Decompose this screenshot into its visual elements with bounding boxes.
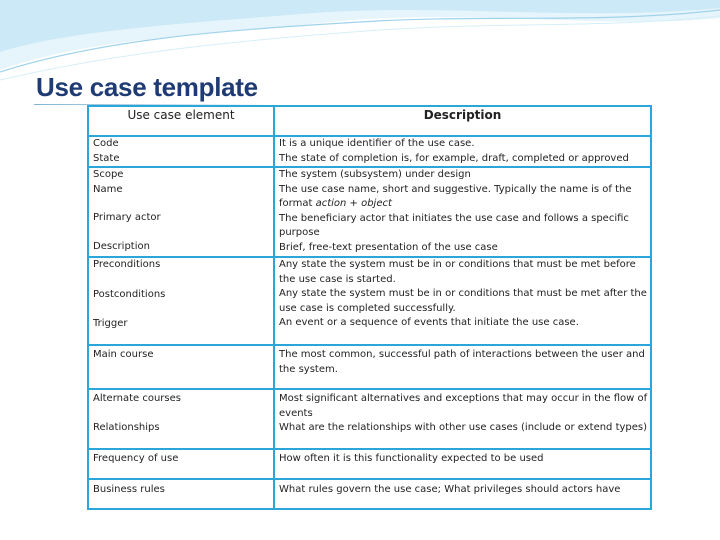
element-label: Preconditions: [93, 259, 161, 270]
element-label: Alternate courses: [93, 393, 181, 404]
description-cell: [274, 479, 651, 509]
description-text: purpose: [279, 227, 320, 238]
element-label: Code: [93, 138, 119, 149]
header-description: Description: [274, 106, 651, 136]
description-text: The state of completion is, for example, draft, completed or approved: [279, 152, 629, 164]
table-row: [88, 449, 651, 479]
description-cell: [274, 167, 651, 257]
description-text: The use case name, short and suggestive. Typically the name is of the: [279, 183, 632, 195]
header-use-case-element: Use case element: [88, 106, 274, 136]
format-pattern: action + object: [315, 198, 392, 209]
description-text: The system (subsystem) under design: [279, 169, 471, 180]
element-label: Primary actor: [93, 212, 161, 223]
description-text: Brief, free-text presentation of the use case: [279, 241, 498, 253]
description-text: How often it is this functionality expected to be used: [279, 453, 544, 464]
element-label: Relationships: [93, 421, 160, 433]
description-cell: [274, 449, 651, 479]
table-row: [88, 136, 651, 167]
use-case-table: [87, 105, 652, 510]
description-cell: [274, 345, 651, 389]
element-label: Main course: [93, 349, 154, 360]
table-row: [88, 167, 651, 257]
element-label: Postconditions: [93, 288, 166, 300]
format-word: format: [279, 198, 313, 209]
description-text: What rules govern the use case; What privileges should actors have: [279, 484, 621, 495]
element-label: State: [93, 152, 120, 164]
description-text: [279, 197, 646, 212]
description-text: the system.: [279, 363, 338, 375]
description-text: the use case is started.: [279, 273, 396, 285]
description-text: use case is completed successfully.: [279, 302, 456, 314]
description-cell: [274, 136, 651, 167]
table-row: [88, 345, 651, 389]
element-label: Frequency of use: [93, 453, 179, 464]
description-text: The beneficiary actor that initiates the use case and follows a specific: [279, 212, 629, 224]
table-row: [88, 479, 651, 509]
element-cell: [88, 345, 274, 389]
page-title: Use case template: [36, 72, 258, 102]
element-cell: [88, 449, 274, 479]
description-text: events: [279, 407, 313, 419]
table-row: [88, 389, 651, 449]
element-label: Scope: [93, 169, 124, 180]
element-label: Business rules: [93, 484, 165, 495]
table-row: [88, 257, 651, 345]
element-cell: [88, 257, 274, 345]
description-text: An event or a sequence of events that initiate the use case.: [279, 317, 579, 328]
description-cell: [274, 389, 651, 449]
element-cell: [88, 389, 274, 449]
description-text: It is a unique identifier of the use case.: [279, 138, 475, 149]
description-cell: [274, 257, 651, 345]
element-label: Description: [93, 240, 150, 252]
description-text: What are the relationships with other use cases (include or extend types): [279, 422, 648, 433]
description-text: Most significant alternatives and exceptions that may occur in the flow of: [279, 393, 648, 404]
element-label: Name: [93, 183, 123, 195]
element-cell: [88, 136, 274, 167]
description-text: Any state the system must be in or conditions that must be met after the: [279, 288, 647, 299]
element-cell: [88, 167, 274, 257]
element-cell: [88, 479, 274, 509]
description-text: Any state the system must be in or conditions that must be met before: [279, 259, 636, 270]
description-text: The most common, successful path of interactions between the user and: [279, 349, 645, 360]
table-header-row: [88, 106, 651, 136]
element-label: Trigger: [93, 318, 128, 329]
